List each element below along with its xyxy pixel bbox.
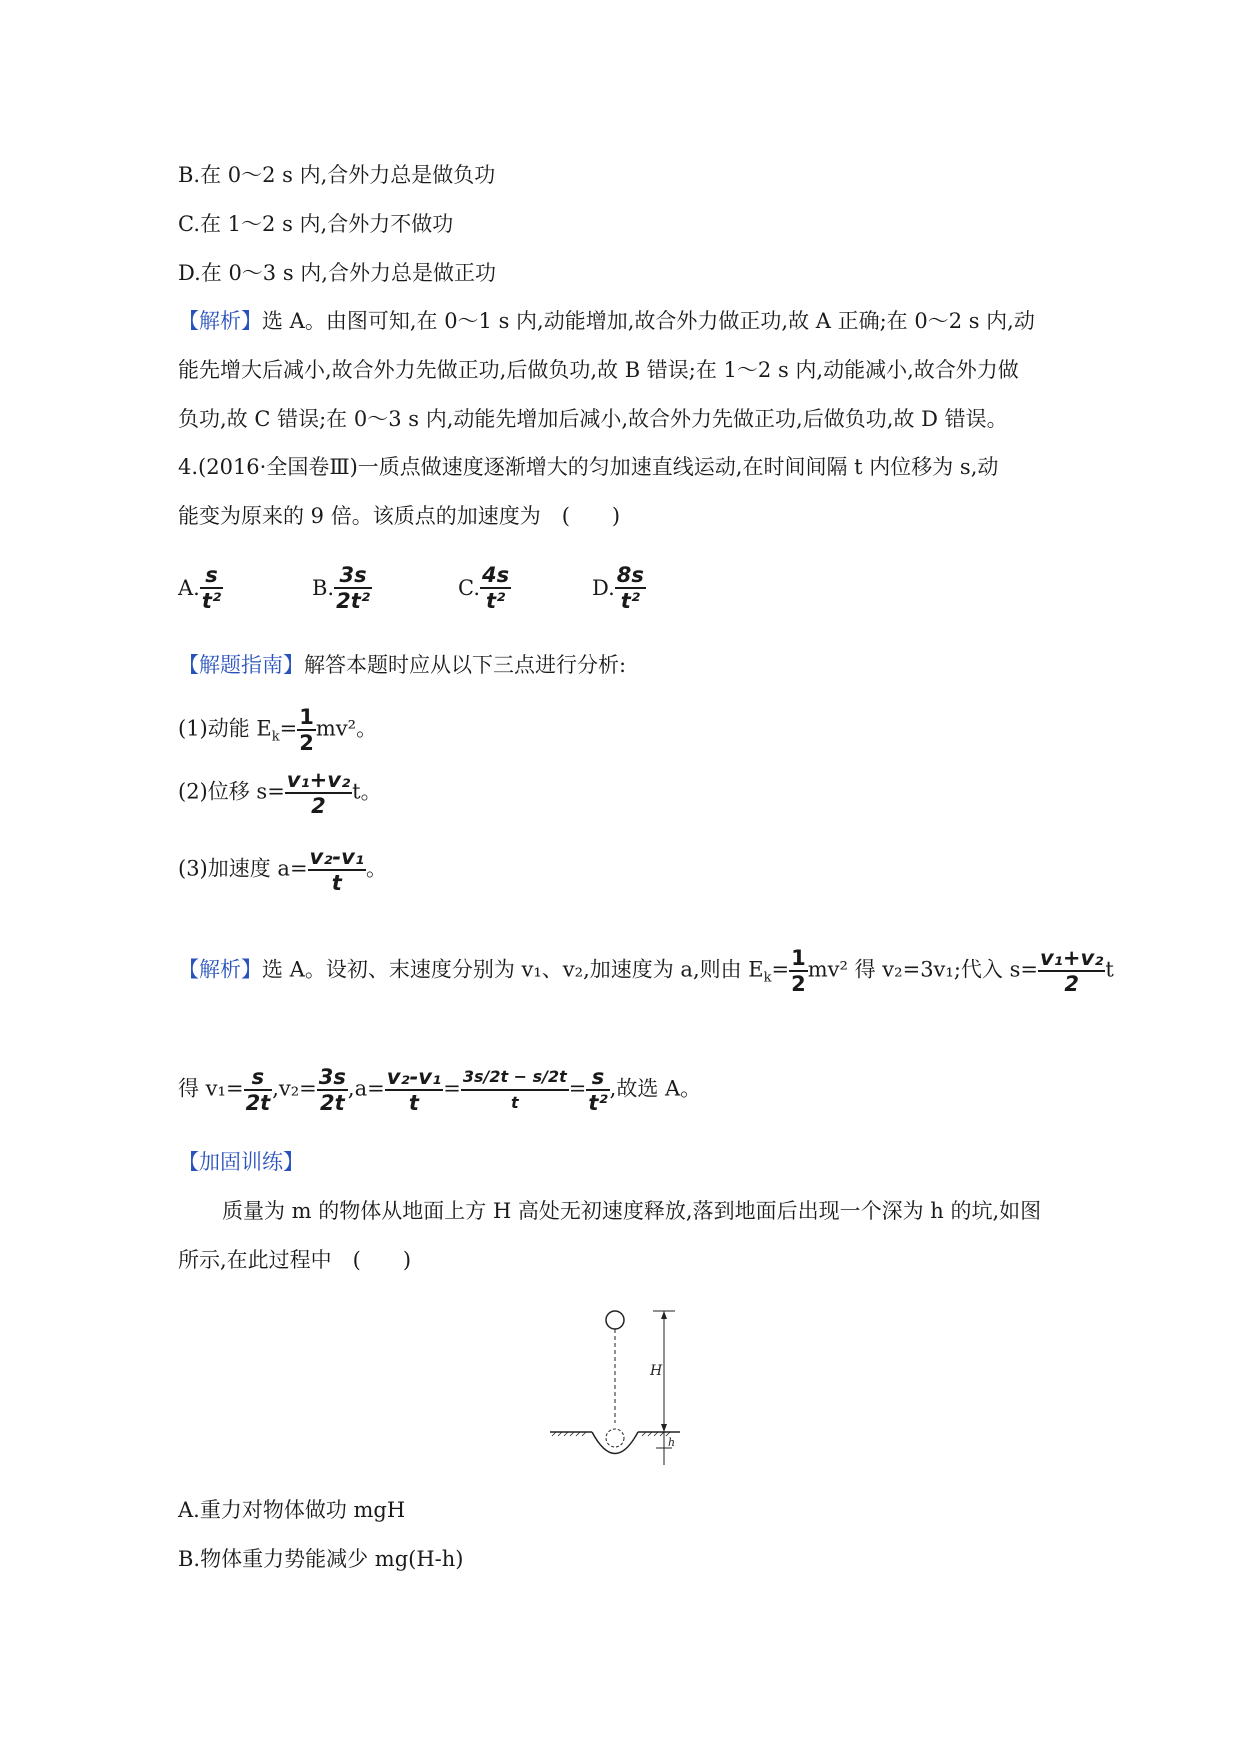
falling-ball-figure	[550, 1305, 700, 1475]
choice-a: A. $\frac{s}{\text{t²}}$	[178, 563, 222, 613]
analysis-tag: 【解析】	[178, 309, 262, 333]
question4-line2: 能变为原来的 9 倍。该质点的加速度为 ( )	[178, 504, 621, 528]
choice-b: B. $\frac{3s}{\text{2t²}}$	[312, 563, 370, 613]
label-h: h	[668, 1436, 676, 1449]
analysis1-line2: 能先增大后减小,故合外力先做正功,后做负功,故 B 错误;在 1～2 s 内,动能减小,故合外力做	[178, 358, 1019, 382]
practice-line2: 所示,在此过程中 ( )	[178, 1248, 412, 1272]
practice-option-a: A.重力对物体做功 mgH	[178, 1498, 406, 1522]
practice-tag: 【加固训练】	[178, 1150, 304, 1174]
ball-icon	[606, 1311, 624, 1329]
choice-c: C. $\frac{4s}{\text{t²}}$	[458, 563, 510, 613]
practice-option-b: B.物体重力势能减少 mg(H-h)	[178, 1547, 464, 1571]
analysis1-line3: 负功,故 C 错误;在 0～3 s 内,动能先增加后减小,故合外力先做正功,后做负功,故 D 错误。	[178, 407, 1008, 431]
guide-item3: (3)加速度 a= $\frac{\text{v₂-v₁}}{t}$ 。	[178, 845, 388, 895]
question4-line1: 4.(2016·全国卷Ⅲ)一质点做速度逐渐增大的匀加速直线运动,在时间间隔 t 内位移为 s,动	[178, 455, 999, 479]
choice-d: D. $\frac{8s}{\text{t²}}$	[592, 563, 644, 613]
option-c-prev: C.在 1～2 s 内,合外力不做功	[178, 212, 454, 236]
guide-item1: (1)动能 $E_k=$ $\frac{1}{2}$ mv²。	[178, 705, 378, 755]
analysis2-line1: 【解析】选 A。设初、末速度分别为 v₁、v₂,加速度为 a,则由 $E_k=$ $\frac{1}{2}$ mv² 得 v₂=3v₁;代入 s= $\frac{\text{v₁+v₂}}{2}$ t	[178, 946, 1114, 996]
guide-intro: 【解题指南】解答本题时应从以下三点进行分析:	[178, 653, 627, 677]
analysis2-tag: 【解析】	[178, 957, 262, 982]
analysis1-line1: 【解析】选 A。由图可知,在 0～1 s 内,动能增加,故合外力做正功,故 A 正确;在 0～2 s 内,动	[178, 309, 1035, 333]
practice-line1: 质量为 m 的物体从地面上方 H 高处无初速度释放,落到地面后出现一个深为 h 的坑,如图	[222, 1199, 1042, 1223]
analysis2-line2: 得 v₁= $\frac{s}{2t}$ ,v₂= $\frac{3s}{2t}$ ,a= $\frac{\text{v₂-v₁}}{t}$ = $\frac{3s/2t - s/2t}{t}$ = $\frac{s}{\text{t²}}$ ,故选 A。	[178, 1065, 702, 1115]
option-b-prev: B.在 0～2 s 内,合外力总是做负功	[178, 163, 496, 187]
label-H: H	[650, 1363, 663, 1379]
guide-tag: 【解题指南】	[178, 653, 304, 677]
guide-item2: (2)位移 s= $\frac{\text{v₁+v₂}}{2}$ t。	[178, 768, 382, 818]
option-d-prev: D.在 0～3 s 内,合外力总是做正功	[178, 261, 496, 285]
